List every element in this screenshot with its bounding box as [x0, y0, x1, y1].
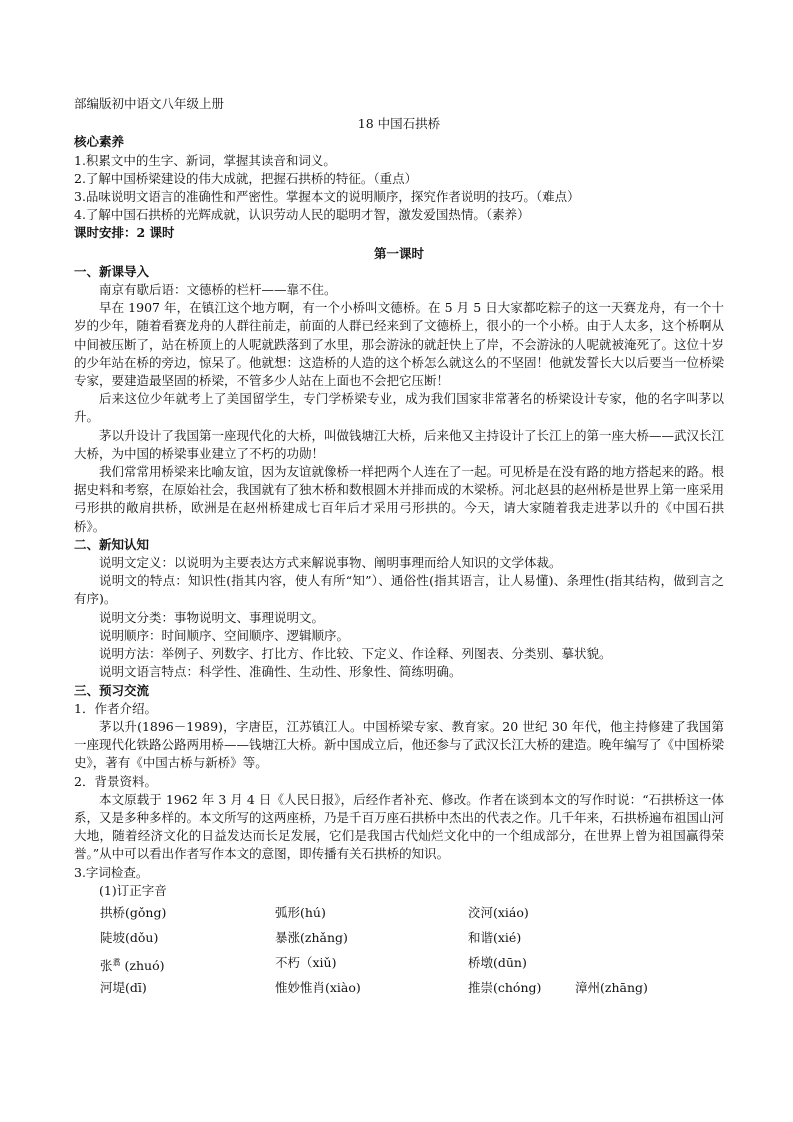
word-row: [74, 925, 724, 950]
words-subheading: (1)订正字音: [99, 882, 167, 898]
schedule: 课时安排：2 课时: [74, 225, 175, 241]
word-rare-char: 翥: [112, 957, 121, 967]
paragraph: 本文原载于 1962 年 3 月 4 日《人民日报》，后经作者补充、修改。作者在谈到本文的写作时说：“石拱桥这一体系，又是多种多样的。本文所写的这两座桥，乃是千百万座石拱桥中杰出的代表之作。几千年来，石拱桥遍布祖国山河大地，随着经济文化的日益发达而长足发展，它们是我国古代灿烂文化中的一个组成部分，在世界上曾为祖国赢得荣誉。”从中可以看出作者写作本文的意图，即传播有关石拱桥的知识。: [74, 791, 725, 862]
word-item: 不朽（xiǔ): [275, 954, 337, 970]
paragraph: 说明顺序：时间顺序、空间顺序、逻辑顺序。: [99, 627, 350, 643]
word-char: 张: [100, 957, 113, 973]
subheading: 3.字词检查。: [74, 864, 149, 880]
word-row: [74, 975, 724, 1000]
document-page: [74, 95, 724, 1000]
paragraph: 茅以升(1896－1989)，字唐臣，江苏镇江人。中国桥梁专家、教育家。20 世纪 30 年代，他主持修建了我国第一座现代化铁路公路两用桥——钱塘江大桥。新中国成立后，他还参与了武汉长江大桥的建造。晚年编写了《中国桥梁史》，著有《中国古桥与新桥》等。: [74, 718, 725, 771]
section-heading: 一、新课导入: [74, 263, 150, 279]
word-item: [100, 950, 164, 978]
paragraph: 后来这位少年就考上了美国留学生，专门学桥梁专业，成为我们国家非常著名的桥梁设计专家，他的名字叫茅以升。: [74, 391, 724, 425]
subheading: 1．作者介绍。: [74, 700, 157, 716]
word-item: 惟妙惟肖(xiào): [275, 979, 361, 995]
word-item: 桥墩(dūn): [468, 954, 527, 970]
word-item: 弧形(hú): [275, 904, 326, 920]
core-heading: 核心素养: [74, 134, 125, 150]
paragraph: 南京有歇后语：文德桥的栏杆——靠不住。: [99, 282, 337, 298]
lesson-title: 18 中国石拱桥: [357, 116, 441, 132]
core-item: 2.了解中国桥梁建设的伟大成就，把握石拱桥的特征。（重点）: [74, 170, 418, 186]
word-row: [74, 900, 724, 925]
paragraph: 我们常常用桥梁来比喻友谊，因为友谊就像桥一样把两个人连在了一起。可见桥是在没有路的地方搭起来的路。根据史料和考察，在原始社会，我国就有了独木桥和数根圆木并排而成的木梁桥。河北赵县的赵州桥是世界上第一座采用弓形拱的敞肩拱桥，欧洲是在赵州桥建成七百年后才采用弓形拱的。今天，请大家随着我走进茅以升的《中国石拱桥》。: [74, 464, 725, 534]
word-item: 漳州(zhāng): [575, 979, 648, 995]
word-item: 推崇(chóng): [468, 979, 542, 995]
word-pinyin: (zhuó): [124, 957, 165, 973]
paragraph: 说明文语言特点：科学性、准确性、生动性、形象性、简练明确。: [99, 664, 462, 680]
word-row: [74, 950, 724, 975]
doc-header: 部编版初中语文八年级上册: [74, 96, 225, 111]
paragraph: 说明文定义：以说明为主要表达方式来解说事物、阐明事理而给人知识的文学体裁。: [99, 555, 562, 571]
word-item: 河堤(dī): [100, 979, 147, 995]
word-item: 暴涨(zhǎng): [275, 929, 348, 945]
section-heading: 二、新知认知: [74, 536, 150, 552]
subheading: 2．背景资料。: [74, 773, 157, 789]
core-item: 3.品味说明文语言的准确性和严密性。掌握本文的说明顺序，探究作者说明的技巧。（难点）: [74, 189, 580, 205]
core-item: 4.了解中国石拱桥的光辉成就，认识劳动人民的聪明才智，激发爱国热情。（素养）: [74, 207, 530, 223]
word-item: 洨河(xiáo): [468, 904, 529, 920]
paragraph: 早在 1907 年，在镇江这个地方啊，有一个小桥叫文德桥。在 5 月 5 日大家都吃粽子的这一天赛龙舟，有一个十岁的少年，随着看赛龙舟的人群往前走，前面的人群已经来到了文德桥上，很小的一个小桥。由于人太多，这个桥啊从中间被压断了，站在桥顶上的人呢就跌落到了水里，那会游泳的就赶快上了岸，不会游泳的人呢就被淹死了。这位十岁的少年站在桥的旁边，惊呆了。他就想：这造桥的人造的这个桥怎么就这么的不坚固！他就发誓长大以后要当一位桥梁专家，要建造最坚固的桥梁，不管多少人站在上面也不会把它压断！: [74, 300, 725, 389]
word-item: 和谐(xié): [468, 929, 522, 945]
section-heading: 三、预习交流: [74, 682, 150, 698]
period-title: 第一课时: [373, 245, 424, 261]
paragraph: 说明文的特点：知识性(指其内容，使人有所“知”）、通俗性(指其语言，让人易懂)、条理性(指其结构，做到言之有序)。: [74, 573, 724, 607]
word-item: 拱桥(gǒng): [100, 904, 167, 920]
core-item: 1.积累文中的生字、新词，掌握其读音和词义。: [74, 152, 336, 168]
word-item: 陡坡(dǒu): [100, 929, 159, 945]
paragraph: 茅以升设计了我国第一座现代化的大桥，叫做钱塘江大桥，后来他又主持设计了长江上的第一座大桥——武汉长江大桥，为中国的桥梁事业建立了不朽的功勋！: [74, 427, 725, 461]
paragraph: 说明方法：举例子、列数字、打比方、作比较、下定义、作诠释、列图表、分类别、摹状貌。: [99, 646, 612, 662]
paragraph: 说明文分类：事物说明文、事理说明文。: [99, 609, 325, 625]
